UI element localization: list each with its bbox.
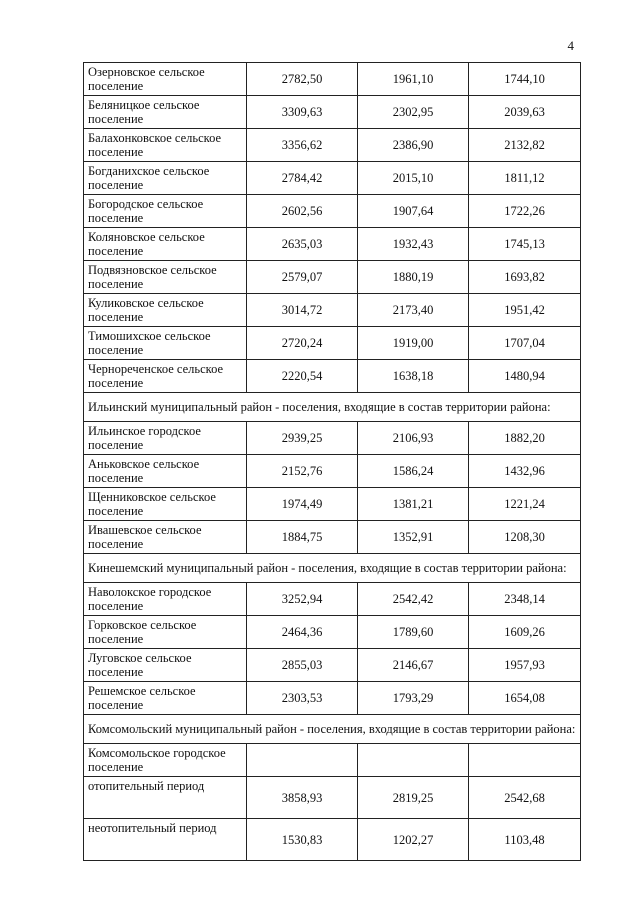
table-row [84, 327, 581, 360]
settlement-name: Решемское сельское поселение [84, 682, 247, 715]
settlement-name: неотопительный период [84, 819, 247, 861]
section-title: Ильинский муниципальный район - поселения, входящие в состав территории района: [84, 393, 581, 422]
tariff-value-1: 2220,54 [247, 360, 358, 393]
table-row [84, 488, 581, 521]
tariff-value-2: 1932,43 [358, 228, 469, 261]
settlement-name: Ильинское городское поселение [84, 422, 247, 455]
section-header-row [84, 554, 581, 583]
tariff-value-1: 2782,50 [247, 63, 358, 96]
tariff-value-2: 1793,29 [358, 682, 469, 715]
tariff-value-2: 2819,25 [358, 777, 469, 819]
section-header-row [84, 715, 581, 744]
table-row [84, 616, 581, 649]
tariff-value-2: 1586,24 [358, 455, 469, 488]
tariff-value-3: 1654,08 [469, 682, 581, 715]
page-number: 4 [567, 38, 574, 53]
tariff-value-2: 2386,90 [358, 129, 469, 162]
table-row [84, 819, 581, 861]
tariff-value-2: 2106,93 [358, 422, 469, 455]
settlement-name: Богородское сельское поселение [84, 195, 247, 228]
table-row [84, 682, 581, 715]
tariff-value-2: 1638,18 [358, 360, 469, 393]
section-header-row [84, 393, 581, 422]
settlement-name: Наволокское городское поселение [84, 583, 247, 616]
section-title: Кинешемский муниципальный район - поселения, входящие в состав территории района: [84, 554, 581, 583]
tariff-value-2: 2015,10 [358, 162, 469, 195]
tariff-value-1: 1884,75 [247, 521, 358, 554]
table-row [84, 360, 581, 393]
settlement-name: Беляницкое сельское поселение [84, 96, 247, 129]
tariff-value-2: 1202,27 [358, 819, 469, 861]
settlement-name: Богданихское сельское поселение [84, 162, 247, 195]
tariff-value-2: 1919,00 [358, 327, 469, 360]
settlement-name: Тимошихское сельское поселение [84, 327, 247, 360]
settlement-name: Озерновское сельское поселение [84, 63, 247, 96]
tariff-value-2: 1381,21 [358, 488, 469, 521]
settlement-name: Коляновское сельское поселение [84, 228, 247, 261]
tariff-value-3: 2542,68 [469, 777, 581, 819]
tariff-value-3: 2132,82 [469, 129, 581, 162]
tariff-value-3: 2348,14 [469, 583, 581, 616]
tariff-value-1: 1974,49 [247, 488, 358, 521]
tariff-value-2: 2146,67 [358, 649, 469, 682]
table-row [84, 63, 581, 96]
table-row [84, 649, 581, 682]
table-row [84, 777, 581, 819]
table-row [84, 162, 581, 195]
tariff-value-3: 1480,94 [469, 360, 581, 393]
table-row [84, 228, 581, 261]
tariff-value-3: 1103,48 [469, 819, 581, 861]
tariff-value-1: 2152,76 [247, 455, 358, 488]
tariff-value-2: 2173,40 [358, 294, 469, 327]
tariff-value-1: 3014,72 [247, 294, 358, 327]
tariff-value-1: 2939,25 [247, 422, 358, 455]
tariff-value-2: 1352,91 [358, 521, 469, 554]
table-row [84, 455, 581, 488]
tariff-value-2: 1907,64 [358, 195, 469, 228]
tariff-value-1 [247, 744, 358, 777]
settlement-name: Луговское сельское поселение [84, 649, 247, 682]
settlement-name: Куликовское сельское поселение [84, 294, 247, 327]
tariff-table-body [84, 63, 581, 861]
tariff-value-1: 3858,93 [247, 777, 358, 819]
table-row [84, 294, 581, 327]
table-row [84, 261, 581, 294]
section-title: Комсомольский муниципальный район - поселения, входящие в состав территории района: [84, 715, 581, 744]
settlement-name: Комсомольское городское поселение [84, 744, 247, 777]
table-row [84, 96, 581, 129]
tariff-value-1: 2635,03 [247, 228, 358, 261]
tariff-value-3 [469, 744, 581, 777]
table-row [84, 583, 581, 616]
tariff-value-1: 3252,94 [247, 583, 358, 616]
tariff-value-3: 1744,10 [469, 63, 581, 96]
tariff-value-3: 1208,30 [469, 521, 581, 554]
tariff-value-3: 1957,93 [469, 649, 581, 682]
settlement-name: отопительный период [84, 777, 247, 819]
settlement-name: Щенниковское сельское поселение [84, 488, 247, 521]
tariff-value-1: 2464,36 [247, 616, 358, 649]
tariff-value-2: 1880,19 [358, 261, 469, 294]
settlement-name: Подвязновское сельское поселение [84, 261, 247, 294]
settlement-name: Аньковское сельское поселение [84, 455, 247, 488]
tariff-value-2: 2302,95 [358, 96, 469, 129]
settlement-name: Балахонковское сельское поселение [84, 129, 247, 162]
tariff-table [83, 62, 581, 861]
tariff-value-3: 1811,12 [469, 162, 581, 195]
tariff-value-1: 2602,56 [247, 195, 358, 228]
table-row [84, 744, 581, 777]
tariff-value-3: 1432,96 [469, 455, 581, 488]
tariff-value-3: 1609,26 [469, 616, 581, 649]
tariff-value-3: 1882,20 [469, 422, 581, 455]
table-row [84, 129, 581, 162]
tariff-value-2: 1961,10 [358, 63, 469, 96]
tariff-value-3: 1221,24 [469, 488, 581, 521]
tariff-value-1: 2855,03 [247, 649, 358, 682]
tariff-value-1: 3356,62 [247, 129, 358, 162]
tariff-value-2: 1789,60 [358, 616, 469, 649]
tariff-value-1: 2720,24 [247, 327, 358, 360]
tariff-value-3: 1722,26 [469, 195, 581, 228]
tariff-value-3: 1745,13 [469, 228, 581, 261]
tariff-value-3: 1951,42 [469, 294, 581, 327]
table-row [84, 195, 581, 228]
tariff-value-3: 2039,63 [469, 96, 581, 129]
table-row [84, 422, 581, 455]
tariff-value-3: 1693,82 [469, 261, 581, 294]
tariff-value-2 [358, 744, 469, 777]
tariff-value-1: 3309,63 [247, 96, 358, 129]
settlement-name: Чернореченское сельское поселение [84, 360, 247, 393]
tariff-value-1: 2303,53 [247, 682, 358, 715]
tariff-value-3: 1707,04 [469, 327, 581, 360]
tariff-value-1: 2784,42 [247, 162, 358, 195]
tariff-value-1: 2579,07 [247, 261, 358, 294]
tariff-value-1: 1530,83 [247, 819, 358, 861]
table-row [84, 521, 581, 554]
settlement-name: Горковское сельское поселение [84, 616, 247, 649]
tariff-value-2: 2542,42 [358, 583, 469, 616]
settlement-name: Ивашевское сельское поселение [84, 521, 247, 554]
